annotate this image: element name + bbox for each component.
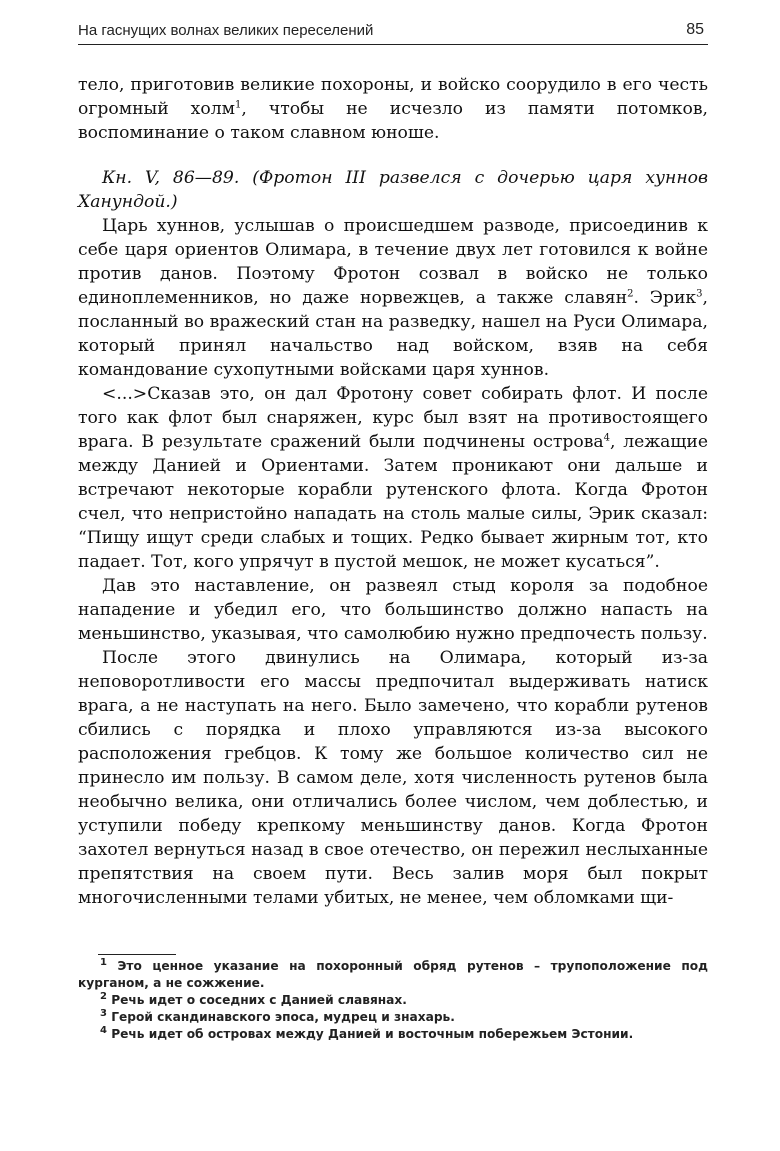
footnotes (78, 958, 708, 1043)
footnote: $^2$ Речь идет о соседних с Данией славянах. (100, 990, 407, 1007)
main-text (78, 73, 708, 910)
running-title: На гаснущих волнах великих переселений (78, 22, 374, 39)
footnote-ref: 1 (235, 99, 242, 111)
footnote-ref: 2 (627, 288, 634, 300)
footnote-number: 3 (100, 1007, 107, 1019)
paragraph: <...>Сказав это, он дал Фротону совет собирать флот. И после того как флот был снаряжен, курс был взят на противостоящего врага. В результате сражений были подчинены острова$^4$, лежащие между Данией и Ориентами. Затем проникают они дальше и встречают некоторые корабли рутенского флота. Когда Фротон счел, что непристойно нападать на столь малые силы, Эрик сказал: “Пищу ищут среди слабых и тощих. Редко бывает жирным тот, кто падает. Тот, кого упрячут в пустой мешок, не может кусаться”. (78, 384, 708, 572)
footnote-number: 4 (100, 1024, 107, 1036)
section-heading: Кн. V, 86—89. (Фротон III развелся с дочерью царя хуннов Ханундой.) (78, 168, 708, 212)
footnote: $^4$ Речь идет об островах между Данией и восточным побережьем Эстонии. (100, 1024, 634, 1041)
paragraph: Дав это наставление, он развеял стыд короля за подобное нападение и убедил его, что большинство должно напасть на меньшинство, указывая, что самолюбию нужно предпочесть пользу. (78, 576, 708, 644)
paragraph-continuation: тело, приготовив великие похороны, и войско соорудило в его честь огромный холм$^1$, чтобы не исчезло из памяти потомков, воспоминание о таком славном юноше. (78, 75, 708, 143)
paragraph: После этого двинулись на Олимара, который из-за неповоротливости его массы предпочитал выдерживать натиск врага, а не наступать на него. Было замечено, что корабли рутенов сбились с порядка и плохо управляются из-за высокого расположения гребцов. К тому же большое количество сил не принесло им пользу. В самом деле, хотя численность рутенов была необычно велика, они отличались более числом, чем доблестью, и уступили победу крепкому меньшинству данов. Когда Фротон захотел вернуться назад в свое отечество, он пережил неслыханные препятствия на своем пути. Весь залив моря был покрыт многочисленными телами убитых, не менее, чем обломками щи- (78, 648, 708, 908)
page-number: 85 (686, 21, 704, 38)
paragraph: Царь хуннов, услышав о происшедшем разводе, присоединив к себе царя ориентов Олимара, в течение двух лет готовился к войне против данов. Поэтому Фротон созвал в войско не только единоплеменников, но даже норвежцев, а также славян$^2$. Эрик$^3$, посланный во вражеский стан на разведку, нашел на Руси Олимара, который принял начальство над войском, взяв на себя командование сухопутными войсками царя хуннов. (78, 216, 708, 380)
footnote: $^3$ Герой скандинавского эпоса, мудрец и знахарь. (100, 1007, 455, 1024)
footnote-ref: 4 (603, 432, 610, 444)
footnote-number: 1 (100, 956, 107, 968)
footnote: $^1$ Это ценное указание на похоронный обряд рутенов – трупоположение под курганом, а не сожжение. (78, 956, 708, 990)
footnote-ref: 3 (696, 288, 703, 300)
footnote-divider (98, 954, 176, 955)
footnote-number: 2 (100, 990, 107, 1002)
running-header (78, 18, 708, 45)
